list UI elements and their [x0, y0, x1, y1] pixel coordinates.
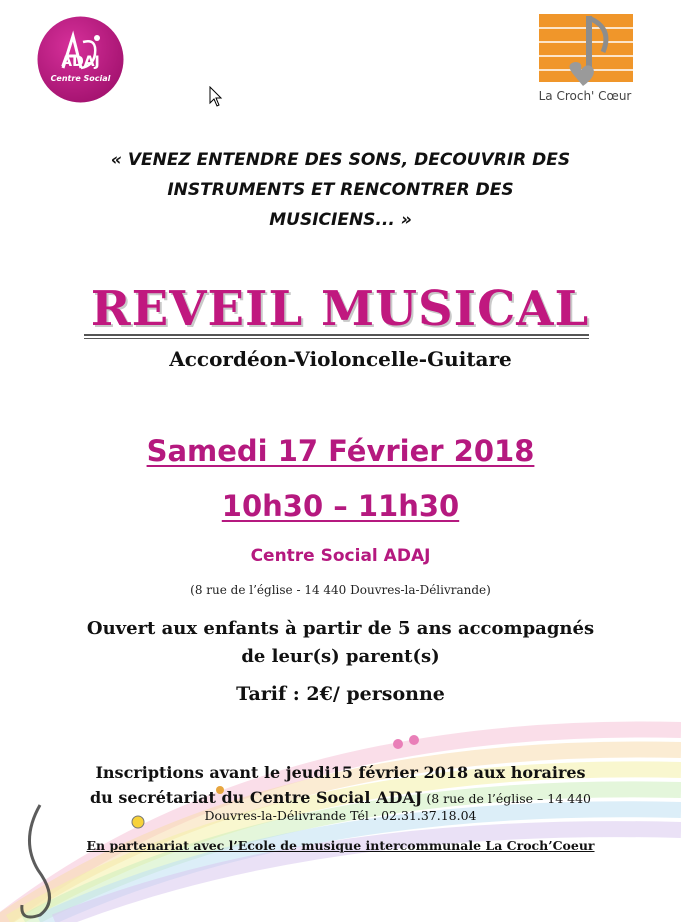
event-time: 10h30 – 11h30 — [221, 489, 460, 523]
adaj-logo-subtext: Centre Social — [50, 74, 111, 83]
event-address: (8 rue de l’église - 14 440 Douvres-la-Délivrande) — [190, 583, 491, 597]
event-audience — [0, 615, 681, 671]
title-underline — [84, 334, 589, 339]
audience-line-1: Ouvert aux enfants à partir de 5 ans accompagnés — [86, 618, 595, 639]
adaj-logo-text: ADAJ — [61, 54, 100, 70]
event-title: REVEIL MUSICAL — [90, 281, 590, 337]
event-price: Tarif : 2€/ personne — [236, 683, 445, 705]
adaj-logo — [37, 16, 124, 103]
croch-coeur-caption: La Croch' Cœur — [538, 89, 632, 103]
partnership-note: En partenariat avec l’Ecole de musique intercommunale La Croch’Coeur — [86, 838, 595, 853]
quote-line-3: MUSICIENS... » — [269, 210, 412, 230]
registration-phone: Douvres-la-Délivrande Tél : 02.31.37.18.04 — [204, 808, 477, 823]
event-venue: Centre Social ADAJ — [250, 546, 431, 566]
intro-quote — [0, 145, 681, 235]
registration-line-2-bold: du secrétariat du Centre Social ADAJ — [89, 788, 423, 807]
instruments-subtitle: Accordéon-Violoncelle-Guitare — [169, 347, 512, 371]
registration-line-1: Inscriptions avant le jeudi15 février 2018 aux horaires — [95, 763, 586, 782]
audience-line-2: de leur(s) parent(s) — [241, 646, 440, 667]
registration-line-2-address: (8 rue de l’église – 14 440 — [422, 791, 592, 806]
quote-line-1: « VENEZ ENTENDRE DES SONS, DECOUVRIR DES — [110, 150, 571, 170]
event-date: Samedi 17 Février 2018 — [146, 434, 535, 468]
registration-info — [0, 760, 681, 811]
mouse-cursor-icon — [209, 86, 223, 108]
quote-line-2: INSTRUMENTS ET RENCONTRER DES — [167, 180, 514, 200]
